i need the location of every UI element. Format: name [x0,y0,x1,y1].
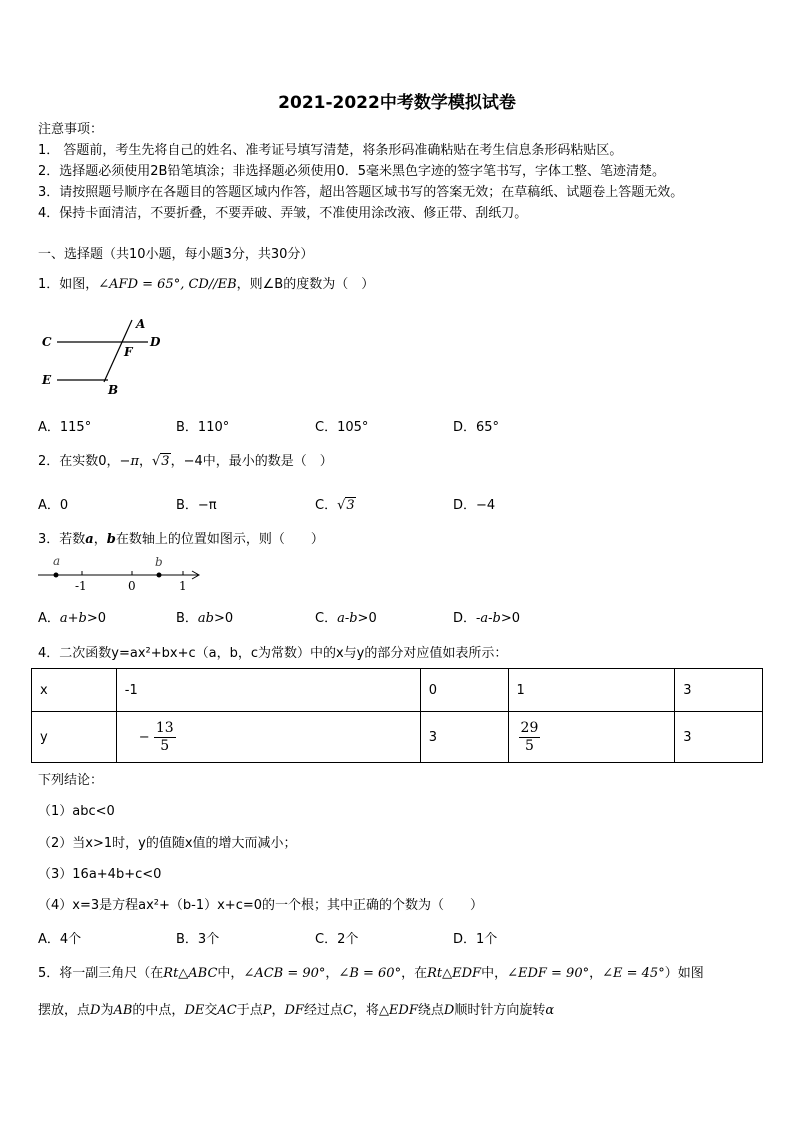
section-heading-choice: 一、选择题（共10小题，每小题3分，共30分） [38,247,314,262]
y1-sign: − [138,729,150,745]
y1-fraction [154,720,176,755]
q5-math: DF [284,1003,304,1018]
label-zero: 0 [128,579,136,593]
question-4-stem: 4．二次函数y=ax²+bx+c（a，b，c为常数）中的x与y的部分对应值如表所示： [38,646,508,661]
table-cell: x [32,669,117,712]
q3-option-b[interactable] [176,607,233,626]
q2-option-c-sqrt: √3 [337,498,355,513]
q2-neg-pi: −π [119,454,139,469]
q5-math: C [342,1003,353,1018]
table-cell: 1 [508,669,675,712]
q3-option-a-label: A． [38,611,60,626]
q2-option-a[interactable]: A．0 [38,498,69,513]
q3-option-d[interactable] [453,607,520,626]
q5-text: 中， [481,966,508,981]
q1-option-c[interactable]: C．105° [315,420,369,435]
notice-heading: 注意事项： [38,122,104,137]
q3-option-a[interactable] [38,607,106,626]
table-cell [508,712,675,763]
q1-option-d[interactable]: D．65° [453,420,500,435]
q2-sep1: ， [138,454,152,469]
page-title: 2021-2022中考数学模拟试卷 [278,93,516,113]
q3-option-c-label: C． [315,611,338,626]
q1-option-b[interactable]: B．110° [176,420,230,435]
q3-option-b-label: B． [176,611,198,626]
q5-text: ， [325,966,339,981]
table-row-y [32,712,763,763]
q5-text: 中， [217,966,244,981]
notice-item-2: 2．选择题必须使用2B铅笔填涂；非选择题必须使用0．5毫米黑色字迹的签字笔书写，字体工整、笔迹清楚。 [38,164,666,179]
label-e: E [42,373,52,387]
label-d: D [150,335,161,349]
point-a [54,573,59,578]
q5-math: D [443,1003,455,1018]
q5-math: α [545,1003,555,1018]
q2-option-c-label: C． [315,498,338,513]
q3-number-line [30,552,210,594]
q3-prefix: 3．若数 [38,532,86,547]
y1-numerator: 13 [155,719,174,736]
table-cell [116,712,420,763]
q4-option-a[interactable]: A．4个 [38,932,82,947]
q1-figure [30,312,170,400]
q2-sqrt3: √3 [152,454,170,469]
q3-option-d-label: D． [453,611,477,626]
q5-text: ， [271,1003,285,1018]
q5-text: ，将 [352,1003,379,1018]
q1-suffix: ，则∠B的度数为（ ） [236,277,375,292]
table-cell: y [32,712,117,763]
q4-option-d[interactable]: D．1个 [453,932,498,947]
q3-comma: ， [93,532,107,547]
point-b [157,573,162,578]
q2-sqrt3-radicand: 3 [161,454,170,469]
q4-option-b[interactable]: B．3个 [176,932,220,947]
label-a: A [136,317,146,331]
table-row-x [32,669,763,712]
question-1-stem [38,275,374,295]
question-5-line-1 [38,964,704,984]
notice-item-3: 3．请按照题号顺序在各题目的答题区域内作答，超出答题区域书写的答案无效；在草稿纸、试题卷上答题无效。 [38,185,684,200]
q5-text: ，在 [401,966,428,981]
notice-item-4: 4．保持卡面清洁，不要折叠，不要弄破、弄皱，不准使用涂改液、修正带、刮纸刀。 [38,206,528,221]
table-cell: 3 [675,669,763,712]
q1-prefix: 1．如图， [38,277,99,292]
notice-item-1: 1． 答题前，考生先将自己的姓名、准考证号填写清楚，将条形码准确粘贴在考生信息条形码粘贴区。 [38,143,623,158]
q5-text: 于点 [236,1003,263,1018]
q5-math: DE [184,1003,205,1018]
label-b: B [108,383,119,397]
q5-text: ， [589,966,603,981]
q5-math: Rt△ABC [163,966,218,981]
q5-text: 交 [204,1003,218,1018]
q5-text: 顺时针方向旋转 [454,1003,546,1018]
y3-numerator: 29 [520,719,539,736]
table-cell: 0 [420,669,508,712]
q4-conclusion-1: （1）abc<0 [38,804,115,819]
q4-conclusion-heading: 下列结论： [38,773,104,788]
label-minus1: -1 [75,579,87,593]
q4-conclusion-2: （2）当x>1时，y的值随x值的增大而减小； [38,836,297,851]
q3-option-b-rel: >0 [214,611,234,626]
q3-option-b-expr: ab [197,611,214,626]
q5-math: ∠EDF = 90° [507,966,590,981]
question-3-stem [38,530,324,550]
q5-math: ∠E = 45° [602,966,665,981]
question-5-line-2 [38,1001,554,1021]
q3-suffix: 在数轴上的位置如图示，则（ ） [115,532,324,547]
q3-var-b: b [106,532,116,547]
label-point-b: b [155,555,163,569]
table-cell: 3 [420,712,508,763]
q5-math: AC [217,1003,237,1018]
q3-var-a: a [85,532,94,547]
q4-conclusion-4: （4）x=3是方程ax²+（b-1）x+c=0的一个根；其中正确的个数为（ ） [38,898,484,913]
q5-text: 为 [100,1003,114,1018]
q3-option-d-expr: -a-b [476,611,501,626]
q2-prefix: 2．在实数0， [38,454,120,469]
q3-option-c-expr: a-b [337,611,358,626]
q3-option-a-expr: a+b [59,611,87,626]
q5-text: 经过点 [303,1003,343,1018]
q5-text: 的中点， [132,1003,185,1018]
q5-text: 绕点 [417,1003,444,1018]
q5-math: Rt△EDF [427,966,482,981]
y3-fraction [519,720,541,755]
q4-option-c[interactable]: C．2个 [315,932,359,947]
q1-math: ∠AFD = 65°, CD//EB [98,277,237,292]
q2-sep2: ，−4中，最小的数是（ ） [170,454,333,469]
question-2-stem [38,452,333,472]
y3-denominator: 5 [524,737,534,754]
q5-math: ∠ACB = 90° [243,966,326,981]
label-f: F [124,345,133,359]
q3-option-a-rel: >0 [86,611,107,626]
y1-denominator: 5 [160,737,170,754]
table-cell: -1 [116,669,420,712]
label-c: C [42,335,52,349]
q2-option-b[interactable]: B．−π [176,498,217,513]
q5-math: △EDF [378,1003,418,1018]
q5-math: AB [113,1003,133,1018]
q3-option-c[interactable] [315,607,377,626]
q5-text: ）如图 [664,966,704,981]
q2-option-d[interactable]: D．−4 [453,498,496,513]
label-one: 1 [179,579,187,593]
label-point-a: a [53,554,61,568]
q1-option-a[interactable]: A．115° [38,420,92,435]
q4-value-table [31,668,763,763]
q5-math: D [90,1003,101,1018]
q3-option-d-rel: >0 [500,611,521,626]
q2-option-c-radicand: 3 [346,498,355,513]
q2-option-c[interactable] [315,494,356,513]
table-cell: 3 [675,712,763,763]
q4-conclusion-3: （3）16a+4b+c<0 [38,867,162,882]
q3-option-c-rel: >0 [357,611,377,626]
q5-text: 5．将一副三角尺（在 [38,966,164,981]
q5-math: ∠B = 60° [338,966,402,981]
q5-text: 摆放，点 [38,1003,91,1018]
q5-math: P [262,1003,272,1018]
